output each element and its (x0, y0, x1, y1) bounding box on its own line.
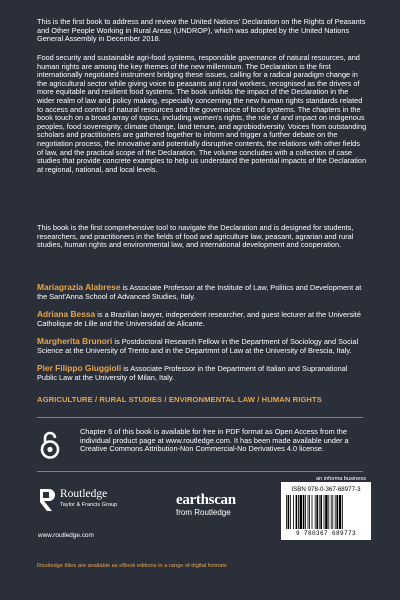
open-access-note: Chapter 6 of this book is available for free in PDF format as Open Access from the individual product page at www.routledge.com. It has been made available under a Creative Commons Attribution-Non Commercial-No Derivatives 4.0 license. (80, 427, 349, 454)
barcode-bar (309, 495, 310, 529)
informa-tagline: an informa business (315, 476, 366, 482)
routledge-mark-icon (38, 487, 56, 513)
barcode-bar (290, 495, 291, 529)
open-access-lock-icon (38, 430, 62, 460)
editor-name: Adriana Bessa (37, 309, 96, 319)
barcode-bar (319, 495, 320, 529)
barcode-bar (336, 495, 338, 529)
barcode-bar (328, 495, 329, 529)
barcode-bar (320, 495, 322, 529)
description-paragraph: Food security and sustainable agri-food systems, responsible governance of natural resources, and human rights are among the key themes of the new millennium. The Declaration is the first internationally negotiated instrument bridging these issues, calling for a radical paradigm change in the agricultural sector while giving voice to peasants and rural workers, recognised as the drivers of more equitable and resilient food systems. The book unfolds the impact of the Declaration in the wider realm of law and policy making, especially concerning the new human rights standards related to access and control of natural resources and the governance of food systems. The chapters in the book touch on a broad array of topics, including women's rights, the role of and impact on indigenous peoples, food sovereignty, climate change, land tenure, and agrobiodiversity. Voices from outstanding scholars and practitioners are gathered together to inform and trigger a further debate on the negotiation process, the innovative and potentially disruptive contents, the relations with other fields of law, and the practical scope of the Declaration. The volume concludes with a collection of case studies that provide concrete examples to help us understand the potential impacts of the Declaration at regional, national, and local levels. (37, 53, 367, 174)
barcode-bar (303, 495, 305, 529)
publisher-url: www.routledge.com (38, 532, 94, 539)
barcode-bar (342, 495, 343, 529)
barcode-bar (293, 495, 294, 529)
editor-name: Mariagrazia Alabrese (37, 282, 121, 292)
barcode-bar (331, 495, 332, 529)
editor-name: Pier Filippo Giuggioli (37, 363, 122, 373)
editor-name: Margherita Brunori (37, 336, 113, 346)
barcode-bar (325, 495, 327, 529)
intro-paragraph: This is the first book to address and review the United Nations' Declaration on the Rights of Peasants and Other People Working in Rural Areas (UNDROP), which was adopted by the United Nations General Assembly in December 2018. (37, 17, 366, 44)
editor-bio (37, 337, 367, 355)
audience-paragraph: This book is the first comprehensive tool to navigate the Declaration and is designed for students, researchers, and practitioners in the fields of food and agriculture law, peasant, agrarian and rural studies, human rights and environmental law, and international development and cooperation. (37, 223, 354, 250)
barcode-bar (308, 495, 309, 529)
barcode-bar (300, 495, 302, 529)
publisher-group: Taylor & Francis Group (60, 502, 118, 508)
barcode-digits: 9 780367 689773 (295, 530, 356, 537)
barcode-bar (296, 495, 298, 529)
editor-bio-text: is Postdoctoral Research Fellow in the Department of Sociology and Social Science at the University of Trento and in the Departmnt of Law at the University of Brescia, Italy. (37, 337, 359, 355)
ebook-note: Routledge titles are available as eBook editions in a range of digital formats (37, 563, 227, 569)
isbn-number: ISBN 978-0-367-68977-3 (291, 486, 361, 493)
barcode-bar (288, 495, 290, 529)
barcode-bar (335, 495, 336, 529)
divider (37, 417, 363, 418)
editor-bio-text: is Associate Professor in the Department of Italian and Supranational Public Law at the University of Milan, Italy. (37, 364, 348, 382)
barcode-bar (312, 495, 313, 529)
routledge-logo (38, 487, 148, 527)
publisher-name: Routledge (60, 488, 108, 500)
barcode-bar (305, 495, 306, 529)
barcode-bar (332, 495, 333, 529)
earthscan-logo (176, 492, 266, 518)
imprint-from: from Routledge (176, 508, 231, 517)
barcode-bar (315, 495, 316, 529)
subject-categories: AGRICULTURE / RURAL STUDIES / ENVIRONMENTAL LAW / HUMAN RIGHTS (37, 395, 322, 404)
barcode-bar (339, 495, 341, 529)
divider (37, 471, 363, 472)
editor-bio (37, 310, 367, 328)
isbn-barcode (281, 482, 371, 540)
barcode-bar (298, 495, 299, 529)
barcode-bar (324, 495, 325, 529)
barcode-bars (285, 495, 367, 529)
barcode-bar (286, 495, 287, 529)
editor-bio-text: is a Brazilian lawyer, independent researcher, and guest lecturer at the Université Catholique de Lille and the Universidad de Alicante. (37, 310, 361, 328)
barcode-bar (316, 495, 318, 529)
editor-bio (37, 364, 367, 382)
editor-bio-text: is Associate Professor at the Institute of Law, Politics and Development at the Sant'Anna School of Advanced Studies, Italy. (37, 283, 362, 301)
imprint-name: earthscan (176, 492, 236, 508)
editor-bio (37, 283, 367, 301)
